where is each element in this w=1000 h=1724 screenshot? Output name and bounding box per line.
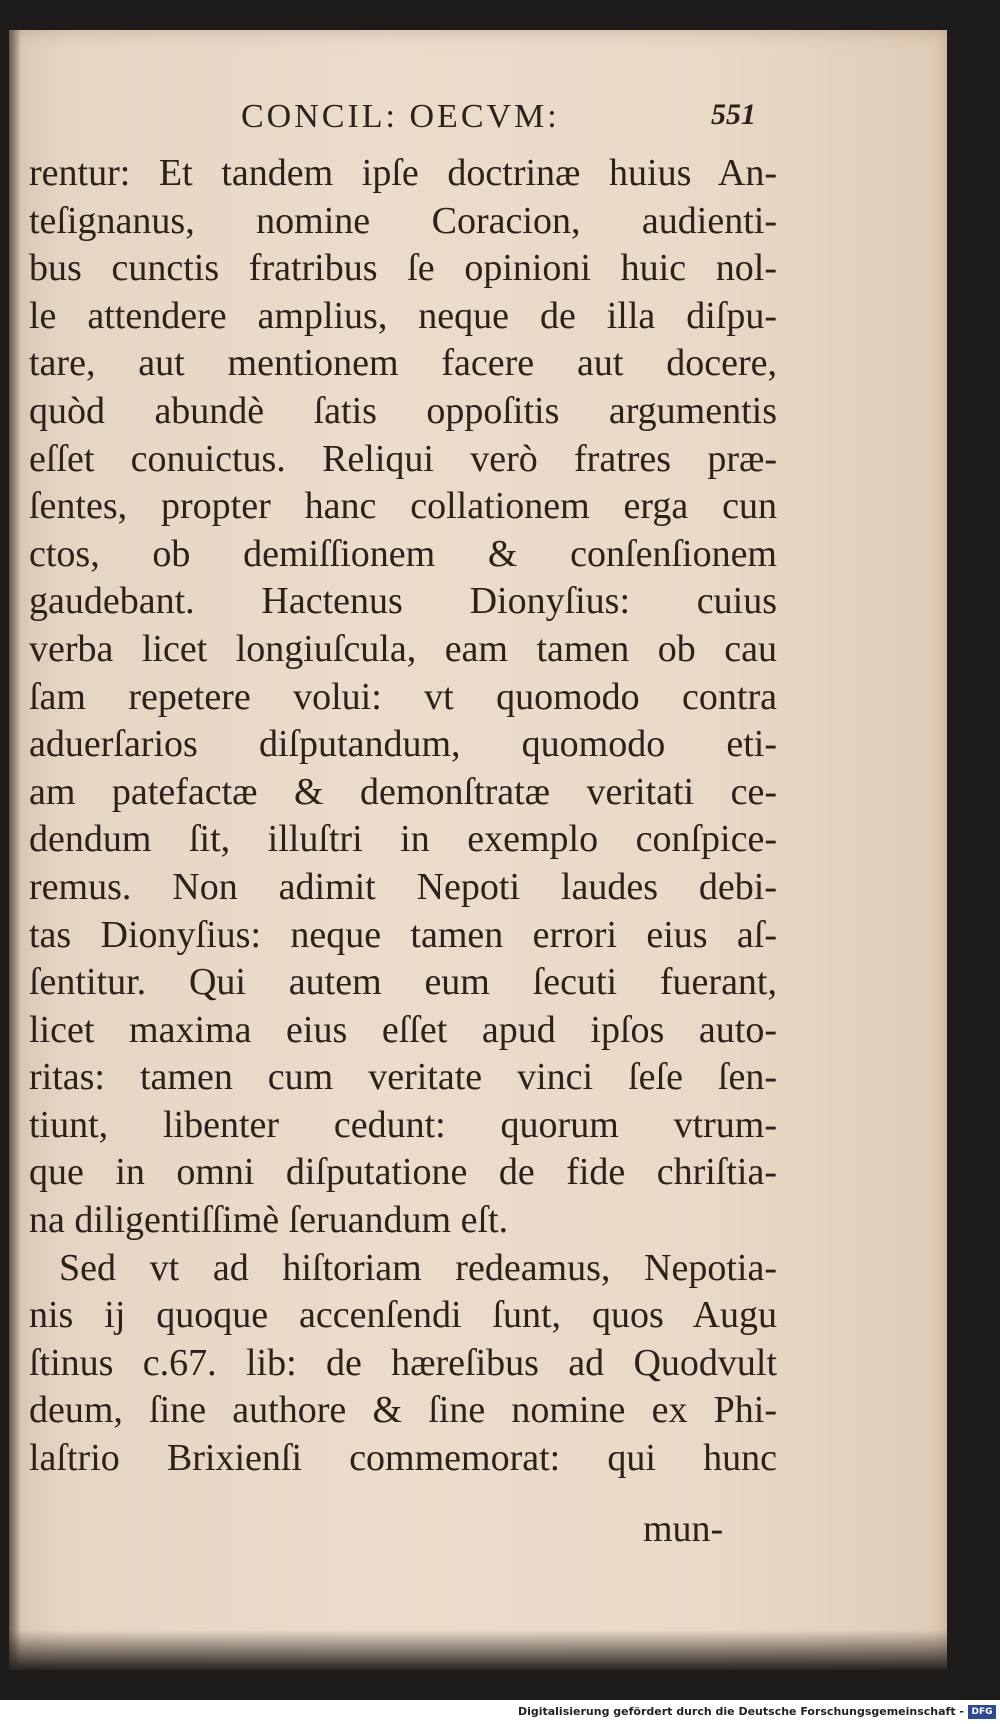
text-line: le attendere amplius, neque de illa diſpu- (29, 294, 777, 337)
text-line: tiunt, libenter cedunt: quorum vtrum- (29, 1103, 777, 1146)
page-header (9, 98, 947, 142)
text-line: aduerſarios diſputandum, quomodo eti- (29, 723, 777, 766)
text-line: tas Dionyſius: neque tamen errori eius aſ- (29, 913, 777, 956)
text-line: teſignanus, nomine Coracion, audienti- (29, 199, 777, 242)
text-line: que in omni diſputatione de fide chriſtia- (29, 1151, 777, 1194)
body-text (29, 150, 777, 1483)
text-line: dendum ſit, illuſtri in exemplo conſpice- (29, 818, 777, 861)
text-line: gaudebant. Hactenus Dionyſius: cuius (29, 580, 777, 623)
page-number: 551 (711, 98, 756, 131)
text-line: tare, aut mentionem facere aut docere, (29, 342, 777, 385)
funding-credit: Digitalisierung gefördert durch die Deutsche Forschungsgemeinschaft - (517, 1705, 964, 1718)
text-line: deum, ſine authore & ſine nomine ex Phi- (29, 1389, 777, 1432)
dfg-logo: DFG (968, 1705, 996, 1719)
text-line: ſentes, propter hanc collationem erga cun (29, 485, 777, 528)
text-line: am patefactæ & demonſtratæ veritati ce- (29, 770, 777, 813)
book-page (9, 30, 947, 1670)
text-line: ritas: tamen cum veritate vinci ſeſe ſen- (29, 1056, 777, 1099)
footer-bar (0, 1700, 1000, 1724)
text-line: remus. Non adimit Nepoti laudes debi- (29, 865, 777, 908)
text-line: bus cunctis fratribus ſe opinioni huic nol- (29, 247, 777, 290)
running-head: CONCIL: OECVM: (241, 98, 560, 135)
text-line: ſentitur. Qui autem eum ſecuti fuerant, (29, 961, 777, 1004)
text-line: licet maxima eius eſſet apud ipſos auto- (29, 1008, 777, 1051)
text-line: eſſet conuictus. Reliqui verò fratres præ- (29, 437, 777, 480)
text-line: verba licet longiuſcula, eam tamen ob cau (29, 627, 777, 670)
text-line: ſam repetere volui: vt quomodo contra (29, 675, 777, 718)
text-line: ſtinus c.67. lib: de hæreſibus ad Quodvult (29, 1341, 777, 1384)
text-line: rentur: Et tandem ipſe doctrinæ huius An- (29, 152, 777, 194)
catchword: mun- (643, 1508, 724, 1550)
text-line: quòd abundè ſatis oppoſitis argumentis (29, 389, 777, 432)
text-line: nis ij quoque accenſendi ſunt, quos Augu (29, 1294, 777, 1337)
text-line: Sed vt ad hiſtoriam redeamus, Nepotia- (59, 1246, 777, 1289)
text-line: ctos, ob demiſſionem & conſenſionem (29, 532, 777, 575)
text-line: na diligentiſſimè ſeruandum eſt. (29, 1199, 509, 1242)
text-line: laſtrio Brixienſi commemorat: qui hunc (29, 1437, 777, 1480)
